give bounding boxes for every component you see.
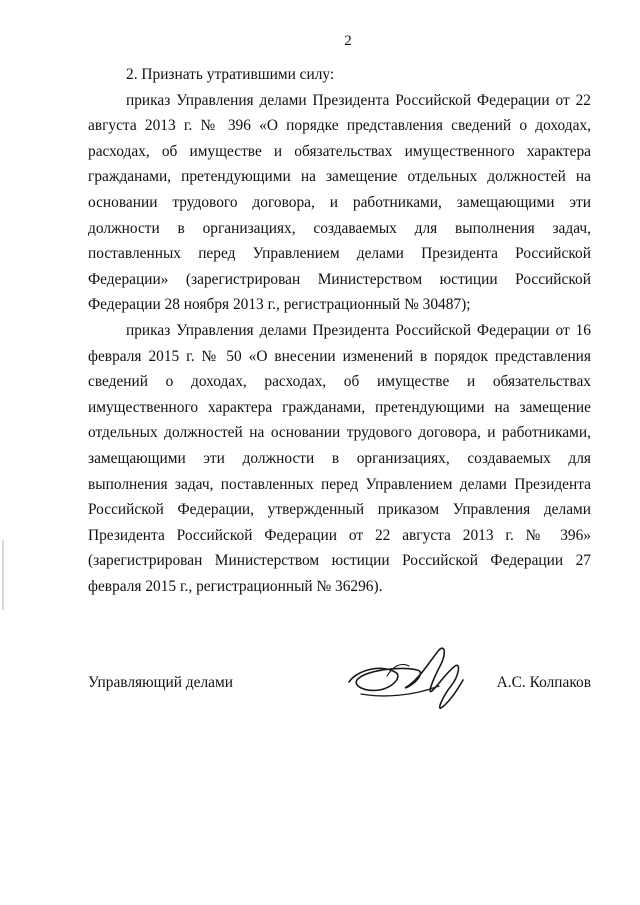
document-body (88, 62, 591, 599)
page-number: 2 (344, 33, 352, 49)
section-heading: 2. Признать утратившими силу: (126, 66, 335, 83)
paragraph-order-2013: приказ Управления делами Президента Российской Федерации от 22 августа 2013 г. № 396 «О порядке представления сведений о доходах, расходах, об имуществе и обязательствах имущественного характера гражданами, претендующими на замещение отдельных должностей на основании трудового договора, и работниками, замещающими эти должности в организациях, создаваемых для выполнения задач, поставленных перед Управлением делами Президента Российской Федерации» (зарегистрирован Министерством юстиции Российской Федерации 28 ноября 2013 г., регистрационный № 30487); (88, 91, 591, 314)
signatory-title: Управляющий делами (88, 674, 233, 691)
signatory-name: А.С. Колпаков (496, 674, 591, 691)
handwritten-signature (343, 636, 473, 716)
paragraph-order-2015: приказ Управления делами Президента Российской Федерации от 16 февраля 2015 г. № 50 «О внесении изменений в порядок представления сведений о доходах, расходах, об имуществе и обязательствах имущественного характера гражданами, претендующими на замещение отдельных должностей на основании трудового договора, и работниками, замещающими эти должности в организациях, создаваемых для выполнения задач, поставленных перед Управлением делами Президента Российской Федерации, утвержденный приказом Управления делами Президента Российской Федерации от 22 августа 2013 г. № 396» (зарегистрирован Министерством юстиции Российской Федерации 27 февраля 2015 г., регистрационный № 36296). (88, 321, 591, 595)
scan-margin-mark (2, 540, 4, 610)
